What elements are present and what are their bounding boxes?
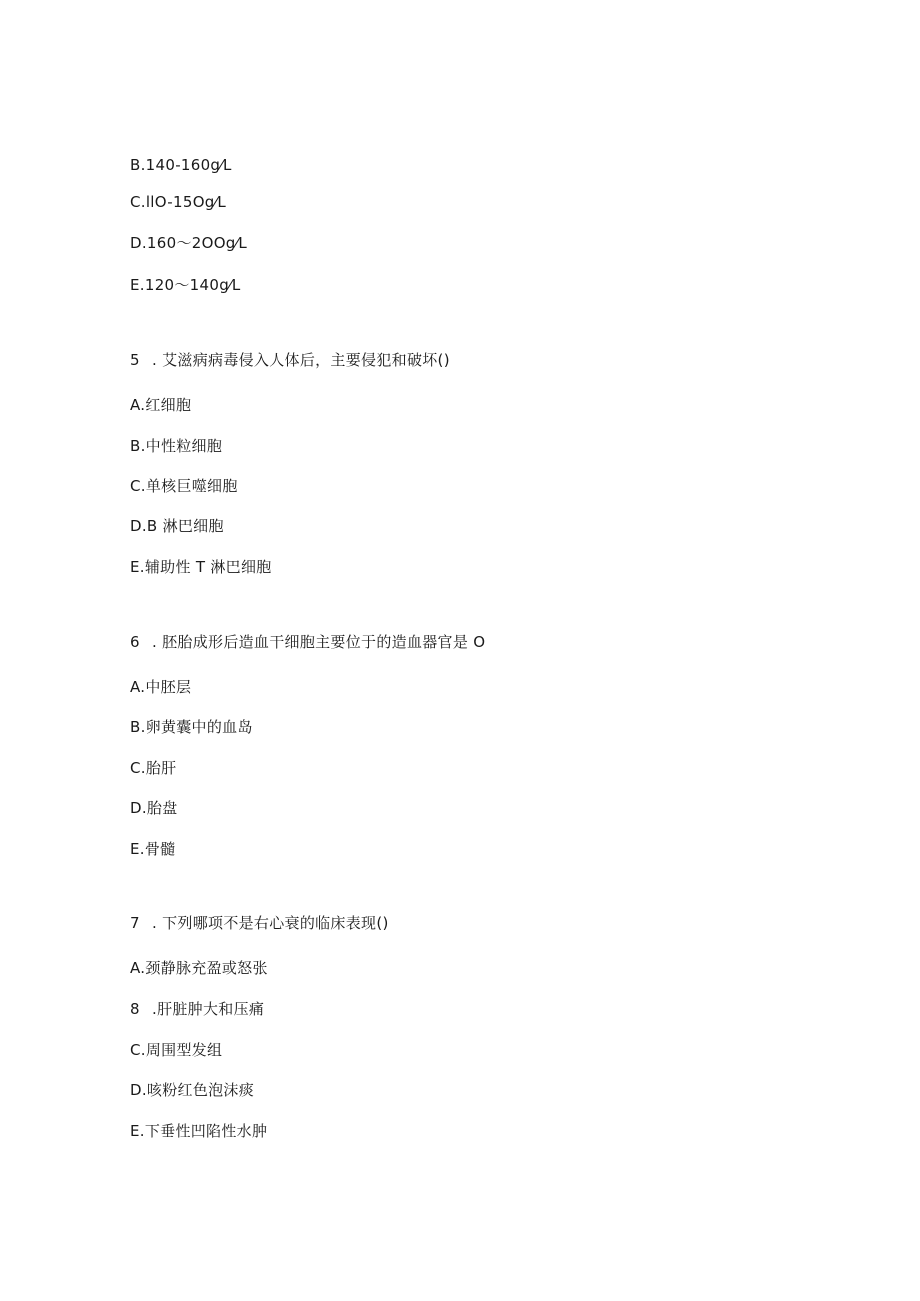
- q6-stem: . 胚胎成形后造血干细胞主要位于的造血器官是 O: [152, 633, 486, 651]
- q7-option-b-text: .肝脏肿大和压痛: [152, 1000, 265, 1018]
- q5-option-e: E.辅助性 T 淋巴细胞: [130, 558, 272, 576]
- q6-option-c: C.胎肝: [130, 759, 177, 777]
- q7-option-a: A.颈静脉充盈或怒张: [130, 959, 268, 977]
- q4-option-b: B.140-160g⁄L: [130, 156, 232, 174]
- q7-option-e: E.下垂性凹陷性水肿: [130, 1122, 268, 1140]
- q7-option-d: D.咳粉红色泡沫痰: [130, 1081, 255, 1099]
- q7-option-c: C.周围型发组: [130, 1041, 223, 1059]
- q6-option-a: A.中胚层: [130, 678, 192, 696]
- q5-question: [130, 350, 450, 370]
- q6-option-d: D.胎盘: [130, 799, 178, 817]
- q5-option-d: D.B 淋巴细胞: [130, 517, 224, 535]
- q5-number: 5: [130, 351, 140, 369]
- q5-option-a: A.红细胞: [130, 396, 192, 414]
- q5-option-c: C.单核巨噬细胞: [130, 477, 238, 495]
- q7-stem: . 下列哪项不是右心衰的临床表现(): [152, 914, 389, 932]
- q6-option-e: E.骨髓: [130, 840, 176, 858]
- q5-stem: . 艾滋病病毒侵入人体后，主要侵犯和破坏(): [152, 351, 450, 369]
- q6-question: [130, 632, 485, 652]
- q7-option-b-number: 8: [130, 1000, 140, 1018]
- q7-number: 7: [130, 914, 140, 932]
- q4-option-e: E.120～140g⁄L: [130, 276, 241, 294]
- q7-option-b: [130, 999, 264, 1019]
- q4-option-c: C.llO-15Og⁄L: [130, 193, 227, 211]
- q6-number: 6: [130, 633, 140, 651]
- q5-option-b: B.中性粒细胞: [130, 437, 223, 455]
- q6-option-b: B.卵黄囊中的血岛: [130, 718, 253, 736]
- q4-option-d: D.160～2OOg⁄L: [130, 234, 248, 252]
- q7-question: [130, 913, 389, 933]
